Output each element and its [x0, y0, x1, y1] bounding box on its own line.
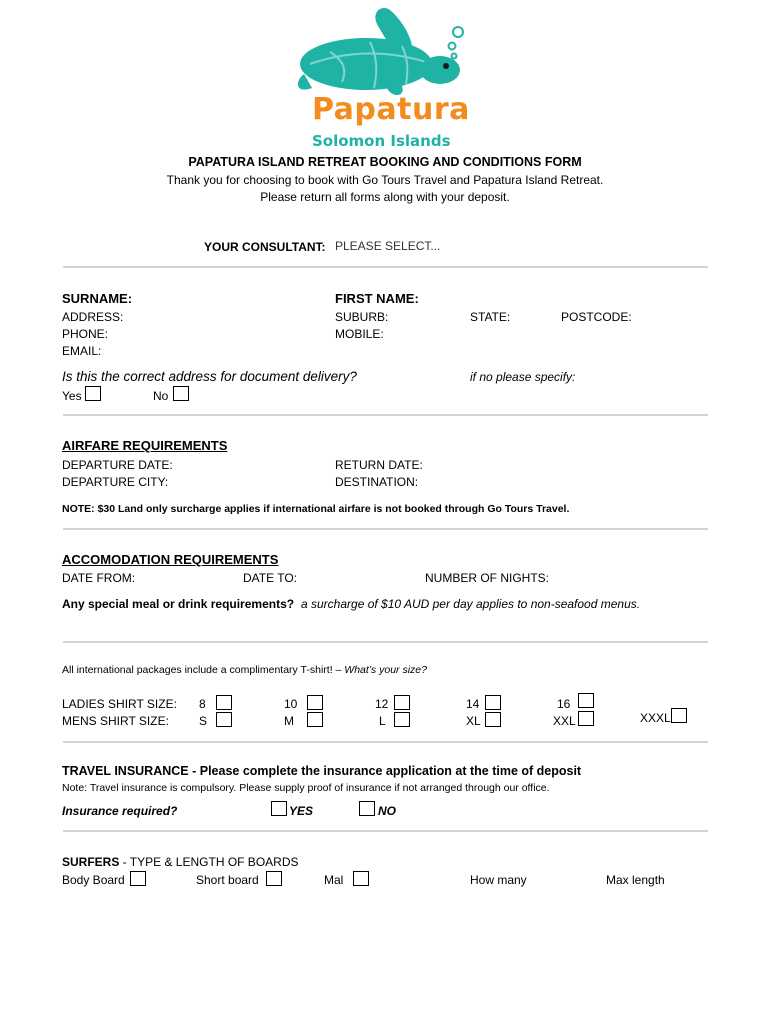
insurance-yes-label: YES	[289, 804, 314, 818]
how-many-label: How many	[470, 873, 527, 887]
surfers-title: SURFERS	[62, 855, 120, 869]
meal-question: Any special meal or drink requirements?	[62, 597, 295, 611]
mobile-label: MOBILE:	[335, 327, 384, 341]
insurance-subtitle: - Please complete the insurance application at the time of deposit	[188, 764, 582, 778]
departure-city-label: DEPARTURE CITY:	[62, 475, 169, 489]
mens-size-l-checkbox[interactable]	[394, 712, 410, 727]
divider	[63, 528, 708, 530]
ladies-size-label: LADIES SHIRT SIZE:	[62, 697, 177, 711]
address-yes-checkbox[interactable]	[85, 386, 101, 401]
meal-note: a surcharge of $10 AUD per day applies to non-seafood menus.	[301, 597, 641, 611]
return-date-label: RETURN DATE:	[335, 458, 423, 472]
shirt-intro-question: What’s your size?	[344, 664, 427, 676]
mal-label: Mal	[324, 873, 344, 887]
logo-name: Papatura	[312, 92, 470, 127]
mens-size-s-checkbox[interactable]	[216, 712, 232, 727]
body-board-label: Body Board	[62, 873, 125, 887]
shirt-intro-text: All international packages include a complimentary T-shirt! –	[62, 664, 345, 676]
mens-size-xxl-checkbox[interactable]	[578, 711, 594, 726]
date-to-label: DATE TO:	[243, 571, 298, 585]
short-board-label: Short board	[196, 873, 259, 887]
address-no-checkbox[interactable]	[173, 386, 189, 401]
ladies-size-14-checkbox[interactable]	[485, 695, 501, 710]
ladies-size-10-checkbox[interactable]	[307, 695, 323, 710]
intro-line-2: Please return all forms along with your deposit.	[260, 190, 510, 204]
insurance-heading	[62, 764, 581, 778]
insurance-note: Note: Travel insurance is compulsory. Please supply proof of insurance if not arranged through our office.	[62, 782, 550, 794]
mens-size-xl-checkbox[interactable]	[485, 712, 501, 727]
form-title: PAPATURA ISLAND RETREAT BOOKING AND CONDITIONS FORM	[188, 155, 582, 169]
mal-checkbox[interactable]	[353, 871, 369, 886]
mens-size-s-label: S	[199, 714, 208, 728]
body-board-checkbox[interactable]	[130, 871, 146, 886]
ladies-size-12-checkbox[interactable]	[394, 695, 410, 710]
max-length-label: Max length	[606, 873, 665, 887]
address-question: Is this the correct address for document delivery?	[62, 369, 357, 384]
first-name-label: FIRST NAME:	[335, 291, 419, 306]
suburb-label: SUBURB:	[335, 310, 389, 324]
ladies-size-16-checkbox[interactable]	[578, 693, 594, 708]
mens-size-label: MENS SHIRT SIZE:	[62, 714, 169, 728]
airfare-note: NOTE: $30 Land only surcharge applies if international airfare is not booked through Go Tours Travel.	[62, 503, 570, 515]
surfers-subtitle: - TYPE & LENGTH OF BOARDS	[119, 855, 299, 869]
ladies-size-16-label: 16	[557, 697, 571, 711]
insurance-title: TRAVEL INSURANCE	[62, 764, 189, 778]
address-label: ADDRESS:	[62, 310, 124, 324]
mens-size-xxxl-label: XXXL	[640, 711, 671, 725]
logo-subtitle: Solomon Islands	[312, 132, 451, 150]
nights-label: NUMBER OF NIGHTS:	[425, 571, 550, 585]
ladies-size-10-label: 10	[284, 697, 298, 711]
divider	[63, 830, 708, 832]
airfare-heading: AIRFARE REQUIREMENTS	[62, 438, 228, 453]
logo	[290, 4, 480, 154]
mens-size-xxxl-checkbox[interactable]	[671, 708, 687, 723]
ladies-size-8-label: 8	[199, 697, 206, 711]
departure-date-label: DEPARTURE DATE:	[62, 458, 173, 472]
ladies-size-14-label: 14	[466, 697, 480, 711]
phone-label: PHONE:	[62, 327, 109, 341]
yes-label: Yes	[62, 389, 82, 403]
insurance-yes-checkbox[interactable]	[271, 801, 287, 816]
accommodation-heading: ACCOMODATION REQUIREMENTS	[62, 552, 279, 567]
surname-label: SURNAME:	[62, 291, 133, 306]
no-label: No	[153, 389, 169, 403]
insurance-no-checkbox[interactable]	[359, 801, 375, 816]
destination-label: DESTINATION:	[335, 475, 419, 489]
turtle-icon	[290, 4, 480, 99]
surfers-heading	[62, 855, 299, 869]
mens-size-m-label: M	[284, 714, 294, 728]
postcode-label: POSTCODE:	[561, 310, 632, 324]
mens-size-xxl-label: XXL	[553, 714, 576, 728]
shirt-intro	[62, 664, 427, 676]
ladies-size-8-checkbox[interactable]	[216, 695, 232, 710]
intro-line-1: Thank you for choosing to book with Go Tours Travel and Papatura Island Retreat.	[166, 173, 604, 187]
state-label: STATE:	[470, 310, 511, 324]
date-from-label: DATE FROM:	[62, 571, 136, 585]
consultant-select[interactable]: PLEASE SELECT...	[335, 239, 441, 253]
divider	[63, 741, 708, 743]
mens-size-m-checkbox[interactable]	[307, 712, 323, 727]
short-board-checkbox[interactable]	[266, 871, 282, 886]
mens-size-l-label: L	[379, 714, 386, 728]
mens-size-xl-label: XL	[466, 714, 481, 728]
divider	[63, 414, 708, 416]
ladies-size-12-label: 12	[375, 697, 389, 711]
divider	[63, 266, 708, 268]
insurance-no-label: NO	[378, 804, 396, 818]
email-label: EMAIL:	[62, 344, 102, 358]
insurance-question: Insurance required?	[62, 804, 178, 818]
divider	[63, 641, 708, 643]
if-no-label: if no please specify:	[470, 370, 576, 384]
consultant-label: YOUR CONSULTANT:	[204, 240, 326, 254]
